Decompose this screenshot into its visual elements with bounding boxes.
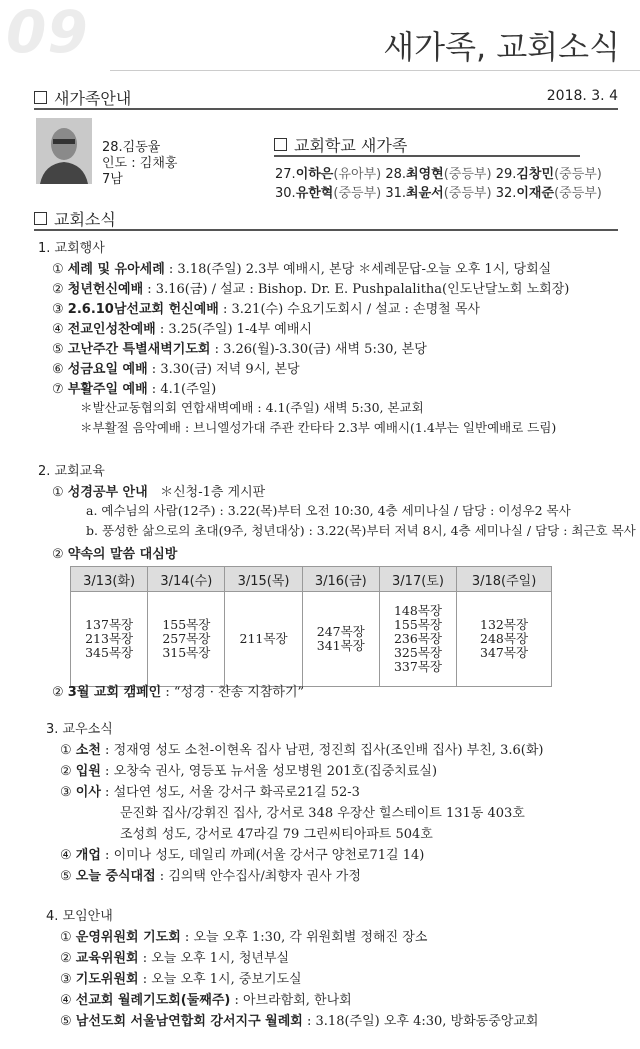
item-number: ①: [60, 930, 72, 945]
item-number: ①: [52, 262, 64, 277]
cell-line: 347목장: [480, 645, 529, 660]
item-label: 2.6.10남선교회 헌신예배: [67, 302, 219, 317]
page-title: 새가족, 교회소식: [383, 28, 620, 66]
item-text: : 3.16(금) / 설교 : Bishop. Dr. E. Pushpalalitha(인도난달노회 노회장): [143, 282, 570, 297]
item-label: 세례 및 유아세례: [67, 262, 165, 277]
school-dept: (유아부): [333, 167, 382, 182]
item-text: : 3.18(주일) 오후 4:30, 방화동중앙교회: [302, 1014, 539, 1029]
class-item: a. 예수님의 사람(12주) : 3.22(목)부터 오전 10:30, 4층 세미나실 / 담당 : 이성우2 목사: [86, 503, 571, 518]
school-num: 32.: [495, 186, 517, 201]
table-cell: [148, 592, 225, 687]
item-text: : 3.26(월)-3.30(금) 새벽 5:30, 본당: [210, 342, 427, 357]
item-label: 고난주간 특별새벽기도회: [67, 342, 211, 357]
move-extra-line: 문진화 집사/강휘진 집사, 강서로 348 우장산 힐스테이트 131동 403호: [120, 806, 525, 821]
item-text: : 4.1(주일): [147, 382, 217, 397]
school-dept: (중등부): [333, 186, 382, 201]
item-text: : 이미나 성도, 데일리 까페(서울 강서구 양천로71길 14): [100, 848, 425, 863]
school-dept: (중등부): [554, 186, 602, 201]
table-cell: [457, 592, 552, 687]
news-heading-text: 교회소식: [54, 210, 116, 229]
cell-line: 337목장: [393, 659, 442, 674]
cell-line: 155목장: [393, 617, 442, 632]
item-label: 소천: [75, 743, 101, 758]
new-member-guide: 인도 : 김채홍: [102, 156, 178, 171]
item-label: 전교인성찬예배: [67, 322, 156, 337]
school-dept: (중등부): [443, 186, 492, 201]
member-news-item: [60, 844, 424, 863]
school-num: 30.: [275, 186, 296, 201]
item-label: 약속의 말씀 대심방: [67, 547, 178, 562]
item-text: : 김의택 안수집사/최향자 권사 가정: [155, 869, 361, 884]
bible-study-item: [52, 481, 265, 500]
cell-line: 341목장: [316, 638, 365, 653]
item-text: : 3.25(주일) 1-4부 예배시: [155, 322, 312, 337]
meeting-item: [60, 1010, 538, 1029]
event-item: [52, 378, 216, 397]
item-text: : 3.18(주일) 2.3부 예배시, 본당 ＊세례문답-오늘 오후 1시, 당회실: [164, 262, 552, 277]
item-label: 교육위원회: [75, 951, 139, 966]
section-divider: [34, 229, 618, 231]
item-label: 부활주일 예배: [67, 382, 148, 397]
school-name: 이하은: [295, 167, 334, 182]
table-cell: [225, 592, 302, 687]
school-name: 김창민: [516, 167, 555, 182]
school-num: 29.: [495, 167, 517, 182]
school-num: 27.: [275, 167, 296, 182]
new-member-name: 28.김동율: [102, 140, 161, 155]
checkbox-square-icon: [34, 212, 47, 225]
move-extra-line: 조성희 성도, 강서로 47라길 79 그린씨티아파트 504호: [120, 827, 433, 842]
bulletin-date: 2018. 3. 4: [546, 88, 618, 104]
school-heading-text: 교회학교 새가족: [294, 136, 408, 155]
events-title: 1. 교회행사: [38, 241, 105, 256]
event-note: ＊발산교동협의회 연합새벽예배 : 4.1(주일) 새벽 5:30, 본교회: [80, 400, 424, 415]
school-name: 최영현: [406, 167, 444, 182]
item-number: ⑦: [52, 382, 64, 397]
table-row: [71, 592, 552, 687]
item-text: : 3.21(수) 수요기도회시 / 설교 : 손명철 목사: [218, 302, 480, 317]
meeting-item: [60, 926, 427, 945]
item-number: ④: [60, 848, 72, 863]
meeting-item: [60, 968, 302, 987]
cell-line: 325목장: [393, 645, 442, 660]
person-photo-icon: [36, 118, 92, 184]
item-label: 성경공부 안내: [67, 485, 148, 500]
cell-line: 213목장: [85, 631, 134, 646]
item-number: ⑤: [60, 1014, 72, 1029]
event-item: [52, 358, 300, 377]
item-label: 이사: [75, 785, 101, 800]
item-text: : 오늘 오후 1시, 청년부실: [138, 951, 290, 966]
item-text: ＊신청-1층 게시판: [160, 485, 266, 500]
item-number: ②: [52, 282, 64, 297]
meetings-title: 4. 모임안내: [46, 909, 113, 924]
cell-line: 137목장: [85, 617, 134, 632]
item-number: ①: [60, 743, 72, 758]
item-number: ④: [52, 322, 64, 337]
event-item: [52, 338, 427, 357]
member-news-item: [60, 760, 437, 779]
item-number: ⑤: [60, 869, 72, 884]
table-header-row: [71, 567, 552, 592]
item-label: 남선도회 서울남연합회 강서지구 월례회: [75, 1014, 303, 1029]
school-num: 28.: [385, 167, 407, 182]
school-dept: (중등부): [554, 167, 602, 182]
verse-visit-item: [52, 543, 177, 562]
members-title: 3. 교우소식: [46, 722, 113, 737]
item-text: : 오창숙 권사, 영등포 뉴서울 성모병원 201호(집중치료실): [100, 764, 438, 779]
item-label: 청년헌신예배: [67, 282, 144, 297]
item-label: 선교회 월례기도회(둘째주): [75, 993, 231, 1008]
table-header: 3/18(주일): [457, 567, 552, 592]
new-family-heading-text: 새가족안내: [54, 89, 132, 108]
cell-line: 248목장: [480, 631, 529, 646]
table-cell: [302, 592, 379, 687]
school-divider: [274, 155, 580, 157]
school-line-2: [275, 182, 602, 201]
item-text: : “성경 · 찬송 지참하기”: [161, 685, 305, 700]
event-note: ＊부활절 음악예배 : 브니엘성가대 주관 칸타타 2.3부 예배시(1.4부는 일반예배로 드림): [80, 420, 557, 435]
school-name: 유한혁: [295, 186, 334, 201]
item-label: 입원: [75, 764, 101, 779]
meeting-item: [60, 947, 289, 966]
item-number: ③: [60, 972, 72, 987]
school-line-1: [275, 163, 602, 182]
cell-line: 247목장: [316, 624, 365, 639]
cell-line: 211목장: [239, 631, 288, 646]
table-cell: [379, 592, 456, 687]
item-label: 3월 교회 캠페인: [67, 685, 162, 700]
event-item: [52, 318, 312, 337]
item-text: : 오늘 오후 1시, 중보기도실: [138, 972, 302, 987]
event-item: [52, 298, 480, 317]
checkbox-square-icon: [34, 91, 47, 104]
item-label: 성금요일 예배: [67, 362, 148, 377]
new-member-info: 7남: [102, 172, 123, 187]
news-heading: [34, 207, 116, 230]
cell-line: 132목장: [480, 617, 529, 632]
item-text: : 설다연 성도, 서울 강서구 화곡로21길 52-3: [100, 785, 360, 800]
item-label: 오늘 중식대접: [75, 869, 156, 884]
table-header: 3/14(수): [148, 567, 225, 592]
item-number: ①: [52, 485, 64, 500]
item-text: : 아브라함회, 한나회: [230, 993, 352, 1008]
event-item: [52, 278, 569, 297]
cell-line: 148목장: [393, 603, 442, 618]
page-number: 09: [6, 0, 89, 66]
item-number: ③: [60, 785, 72, 800]
checkbox-square-icon: [274, 138, 287, 151]
item-text: : 정재영 성도 소천-이현옥 집사 남편, 정진희 집사(조인배 집사) 부친, 3.6(화): [100, 743, 544, 758]
item-number: ⑥: [52, 362, 64, 377]
item-number: ③: [52, 302, 64, 317]
item-label: 운영위원회 기도회: [75, 930, 181, 945]
item-label: 개업: [75, 848, 101, 863]
education-title: 2. 교회교육: [38, 464, 105, 479]
member-news-item: [60, 781, 360, 800]
member-news-item: [60, 739, 543, 758]
table-header: 3/13(화): [71, 567, 148, 592]
item-number: ⑤: [52, 342, 64, 357]
item-number: ②: [60, 764, 72, 779]
member-photo: [36, 118, 92, 184]
item-number: ②: [52, 685, 64, 700]
cell-line: 345목장: [85, 645, 134, 660]
class-item: b. 풍성한 삶으로의 초대(9주, 청년대상) : 3.22(목)부터 저녁 8시, 4층 세미나실 / 담당 : 최근호 목사: [86, 523, 636, 538]
school-name: 최윤서: [406, 186, 444, 201]
title-divider: [110, 70, 640, 71]
event-item: [52, 258, 551, 277]
cell-line: 236목장: [393, 631, 442, 646]
table-cell: [71, 592, 148, 687]
item-text: : 3.30(금) 저녁 9시, 본당: [147, 362, 300, 377]
school-name: 이재준: [516, 186, 555, 201]
item-label: 기도위원회: [75, 972, 139, 987]
visit-schedule-table: [70, 566, 552, 687]
new-family-heading: [34, 86, 131, 109]
cell-line: 315목장: [162, 645, 211, 660]
school-heading: [274, 133, 407, 156]
table-header: 3/17(토): [379, 567, 456, 592]
school-num: 31.: [385, 186, 407, 201]
section-divider: [34, 108, 618, 110]
item-number: ②: [60, 951, 72, 966]
member-news-item: [60, 865, 361, 884]
meeting-item: [60, 989, 352, 1008]
table-header: 3/15(목): [225, 567, 302, 592]
item-number: ②: [52, 547, 64, 562]
item-text: : 오늘 오후 1:30, 각 위원회별 정해진 장소: [180, 930, 428, 945]
school-dept: (중등부): [443, 167, 492, 182]
table-header: 3/16(금): [302, 567, 379, 592]
item-number: ④: [60, 993, 72, 1008]
cell-line: 257목장: [162, 631, 211, 646]
campaign-item: [52, 681, 304, 700]
cell-line: 155목장: [162, 617, 211, 632]
